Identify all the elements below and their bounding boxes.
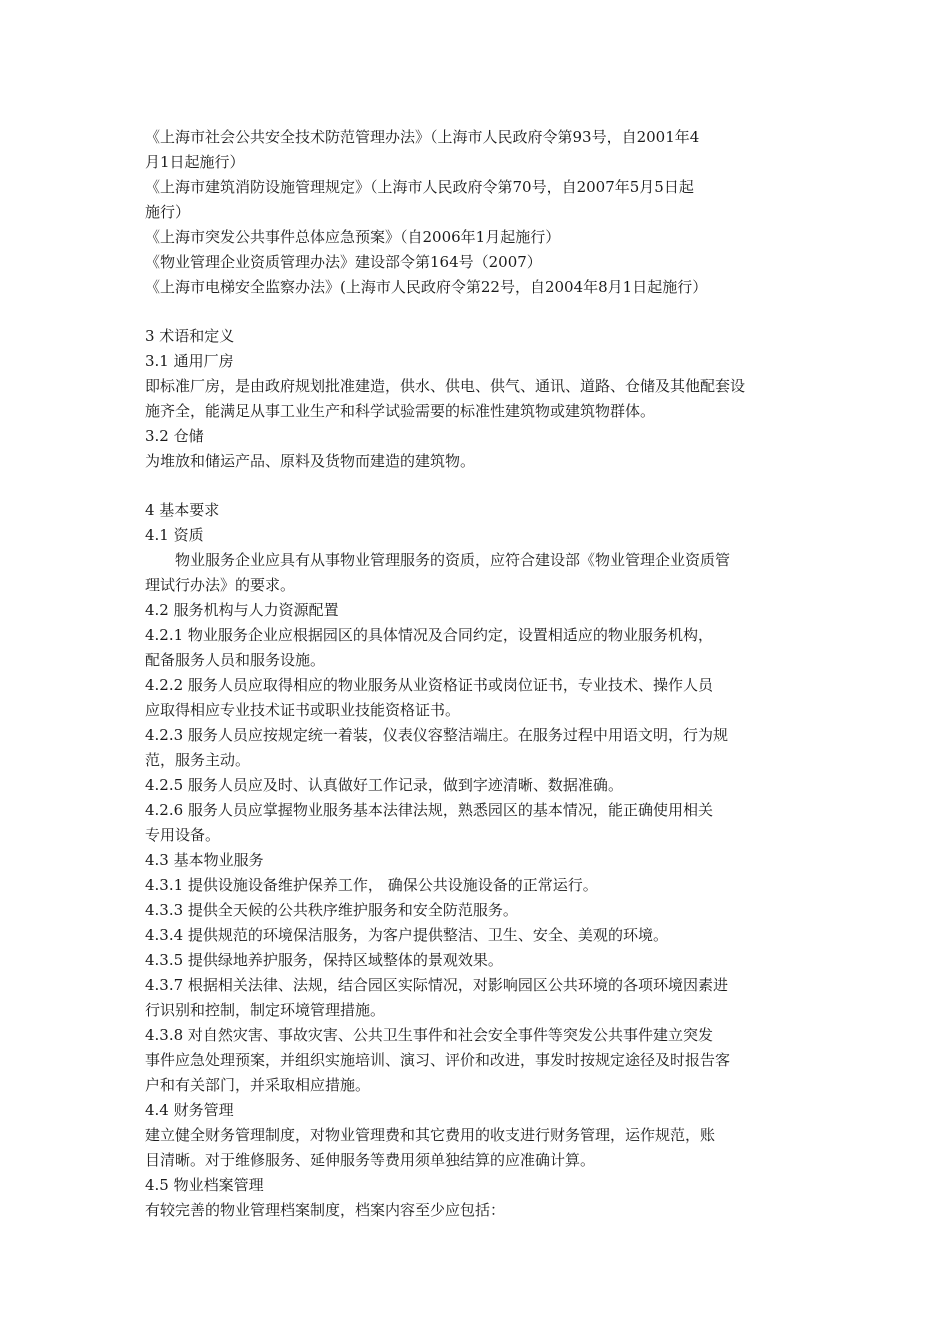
text-line: 户和有关部门，并采取相应措施。 [145, 1076, 371, 1094]
text-line: 建立健全财务管理制度，对物业管理费和其它费用的收支进行财务管理，运作规范，账 [145, 1126, 716, 1144]
blank-line [145, 474, 810, 498]
text-line: 4.3.5 提供绿地养护服务，保持区域整体的景观效果。 [145, 951, 503, 969]
text-line: 理试行办法》的要求。 [145, 576, 296, 594]
text-line: 4.2.1 物业服务企业应根据园区的具体情况及合同约定，设置相适应的物业服务机构， [145, 626, 713, 644]
text-line: 4.3.7 根据相关法律、法规，结合园区实际情况，对影响园区公共环境的各项环境因素进 [145, 976, 728, 994]
text-line: 物业服务企业应具有从事物业管理服务的资质，应符合建设部《物业管理企业资质管 [175, 551, 731, 569]
text-line: 《上海市建筑消防设施管理规定》（上海市人民政府令第70号，自2007年5月5日起 [145, 178, 694, 196]
document-body [145, 125, 810, 1223]
text-line: 《上海市社会公共安全技术防范管理办法》（上海市人民政府令第93号，自2001年4 [145, 128, 700, 146]
text-line: 行识别和控制，制定环境管理措施。 [145, 1001, 386, 1019]
text-line: 《上海市突发公共事件总体应急预案》（自2006年1月起施行） [145, 228, 561, 246]
text-line: 目清晰。对于维修服务、延伸服务等费用须单独结算的应准确计算。 [145, 1151, 596, 1169]
subsection-heading: 4.5 物业档案管理 [145, 1176, 264, 1194]
subsection-heading: 4.4 财务管理 [145, 1101, 234, 1119]
text-line: 4.2.2 服务人员应取得相应的物业服务从业资格证书或岗位证书，专业技术、操作人员 [145, 676, 713, 694]
text-line: 月1日起施行） [145, 153, 245, 171]
text-line: 《物业管理企业资质管理办法》建设部令第164号（2007） [145, 253, 542, 271]
blank-line [145, 300, 810, 324]
text-line: 4.2.6 服务人员应掌握物业服务基本法律法规，熟悉园区的基本情况，能正确使用相关 [145, 801, 713, 819]
text-line: 4.2.3 服务人员应按规定统一着装，仪表仪容整洁端庄。在服务过程中用语文明，行为规 [145, 726, 728, 744]
text-line: 4.3.4 提供规范的环境保洁服务，为客户提供整洁、卫生、安全、美观的环境。 [145, 926, 668, 944]
text-line: 范，服务主动。 [145, 751, 251, 769]
subsection-heading: 4.2 服务机构与人力资源配置 [145, 601, 339, 619]
subsection-heading: 4.3 基本物业服务 [145, 851, 264, 869]
text-line: 4.3.3 提供全天候的公共秩序维护服务和安全防范服务。 [145, 901, 518, 919]
text-line: 施齐全，能满足从事工业生产和科学试验需要的标准性建筑物或建筑物群体。 [145, 402, 656, 420]
text-line: 应取得相应专业技术证书或职业技能资格证书。 [145, 701, 461, 719]
text-line: 4.2.5 服务人员应及时、认真做好工作记录，做到字迹清晰、数据准确。 [145, 776, 623, 794]
text-line: 4.3.8 对自然灾害、事故灾害、公共卫生事件和社会安全事件等突发公共事件建立突发 [145, 1026, 713, 1044]
subsection-heading: 3.2 仓储 [145, 427, 204, 445]
text-line: 事件应急处理预案，并组织实施培训、演习、评价和改进，事发时按规定途径及时报告客 [145, 1051, 731, 1069]
text-line: 配备服务人员和服务设施。 [145, 651, 326, 669]
text-line: 施行） [145, 203, 191, 221]
subsection-heading: 4.1 资质 [145, 526, 204, 544]
text-line: 专用设备。 [145, 826, 221, 844]
section-heading: 4 基本要求 [145, 501, 220, 519]
text-line: 《上海市电梯安全监察办法》(上海市人民政府令第22号，自2004年8月1日起施行） [145, 278, 708, 296]
text-line: 为堆放和储运产品、原料及货物而建造的建筑物。 [145, 452, 476, 470]
subsection-heading: 3.1 通用厂房 [145, 352, 234, 370]
text-line: 有较完善的物业管理档案制度，档案内容至少应包括： [145, 1201, 506, 1219]
text-line: 即标准厂房，是由政府规划批准建造，供水、供电、供气、通讯、道路、仓储及其他配套设 [145, 377, 746, 395]
text-line: 4.3.1 提供设施设备维护保养工作， 确保公共设施设备的正常运行。 [145, 876, 598, 894]
section-heading: 3 术语和定义 [145, 327, 235, 345]
